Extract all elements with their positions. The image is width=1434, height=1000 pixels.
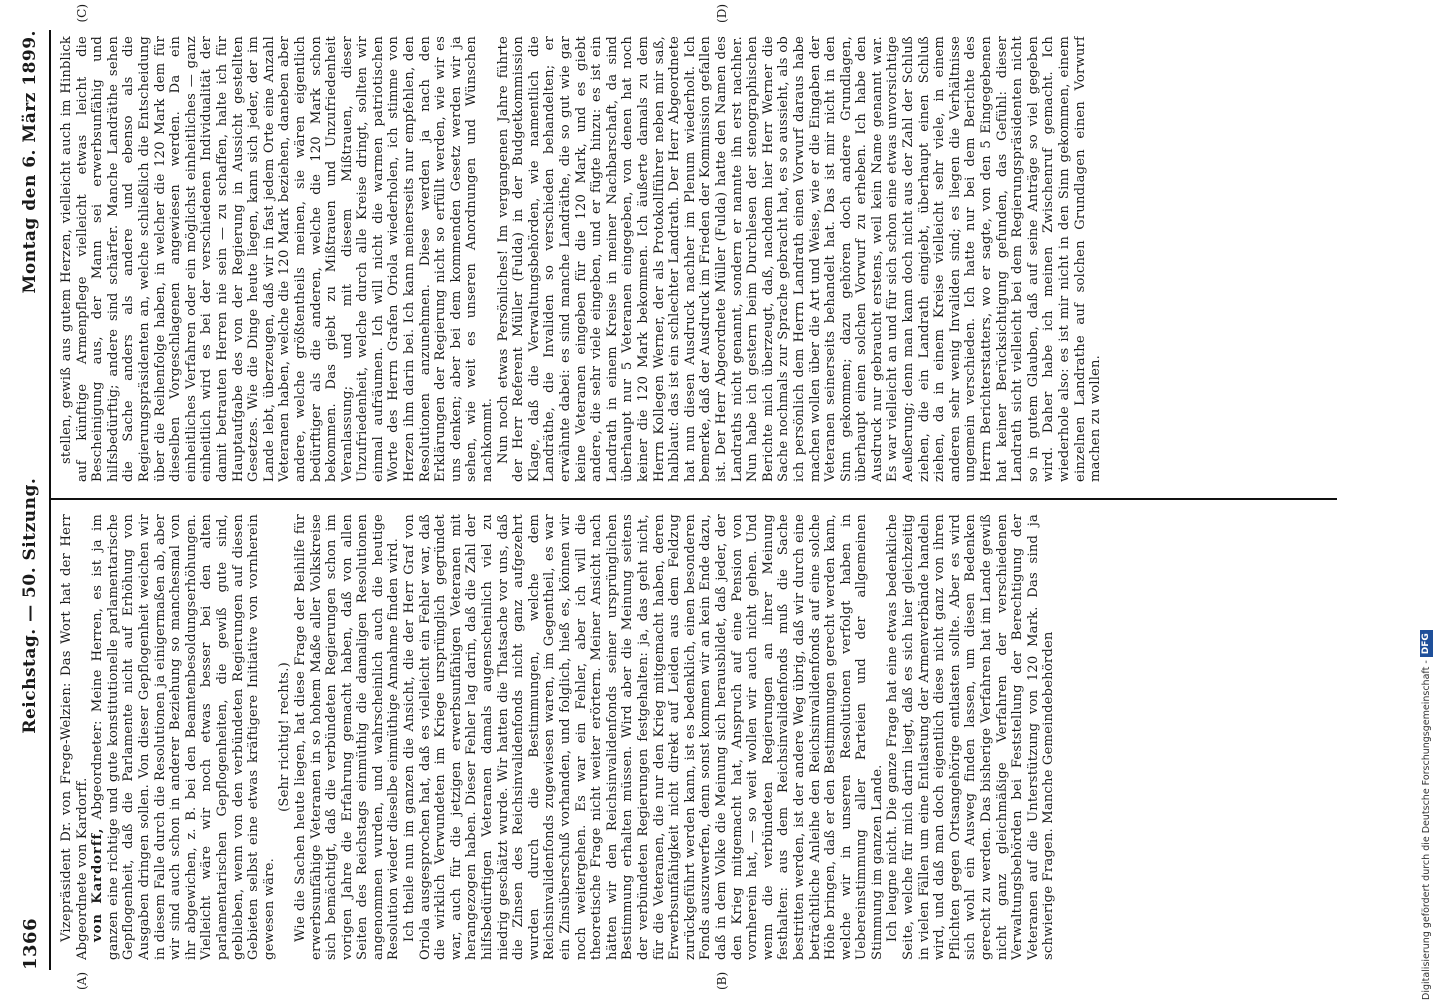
page-number: 1366: [19, 917, 41, 970]
page-header: [15, 30, 45, 970]
speaker-name: von Kardorff,: [90, 827, 106, 942]
digitization-text: Digitalisierung gefördert durch die Deutsche Forschungsgemeinschaft -: [1420, 660, 1432, 1000]
paragraph: Ich leugne nicht. Die ganze Frage hat eine etwas bedenkliche Seite, welche für mich darin liegt, daß es sich hier gleichzeitig in vielen Fällen um eine Entlastung der Armenverbände handeln wird, und daß man doch eigentlich diese nicht ganz von ihren Pflichten gegen Ortsangehörige entlasten sollte. Aber es wird sich wohl ein Ausweg finden lassen, um diesen Bedenken gerecht zu werden. Das bisherige Verfahren hat im Lande gewiß nicht ganz gleichmäßige Verfahren der verschiedenen Verwaltungsbehörden bei Feststellung der Berechtigung der Veteranen auf die Unterstützung von 120 Mark. Das sind ja schwierige Fragen. Manche Gemeindebehörden: [885, 514, 1057, 960]
column-divider: [51, 498, 1337, 500]
paragraph-kardorff: [90, 514, 277, 960]
margin-marker-a: (A): [75, 971, 89, 990]
paragraph: Nun noch etwas Persönliches! Im vergangenen Jahre führte der Herr Referent Müller (Fulda) in der Budgetkommission Klage, daß die Verwaltungsbehörden, wie namentlich die Landräthe, die Invaliden so verschieden behandelten; er erwähnte dabei: es sind manche Landräthe, die so gut wie gar keine Veteranen eingeben für die 120 Mark, und es giebt andere, die sehr viele eingeben, und er fügte hinzu: es ist ein Landrath in einem Kreise in meiner Nachbarschaft, da sind überhaupt nur 5 Veteranen eingegeben, von denen hat noch keiner die 120 Mark bekommen. Ich äußerte damals zu dem Herrn Kollegen Werner, der als Protokollführer neben mir saß, halblaut: das ist ein schlechter Landrath. Der Herr Abgeordnete hat nun diesen Ausdruck nachher im Plenum wiederholt. Ich bemerke, daß der Ausdruck im Frieden der Kommission gefallen ist. Der Herr Abgeordnete Müller (Fulda) hatte den Namen des Landraths nicht genannt, sondern er nannte ihn erst nachher. Nun habe ich gestern beim Durchlesen der stenographischen Berichte mich überzeugt, daß, nachdem hier Herr Werner die Sache nochmals zur Sprache gebracht hat, es so aussieht, als ob ich persönlich dem Herrn Landrath einen Vorwurf daraus habe machen wollen über die Art und Weise, wie er die Eingaben der Veteranen seinerseits behandelt hat. Das ist mir nicht in den Sinn gekommen; dazu gehören doch andere Grundlagen, überhaupt einen solchen Vorwurf zu erheben. Ich habe den Ausdruck nur gebraucht erstens, weil kein Name genannt war. Es war vielleicht an und für sich schon eine etwas unvorsichtige Aeußerung; denn man kann doch nicht aus der Zahl der Schluß ziehen, die ein Landrath eingiebt, überhaupt einen Schluß ziehen, da in einem Kreise vielleicht sehr viele, in einem anderen sehr wenig Invaliden sind; es liegen die Verhältnisse ungemein verschieden. Ich hatte nur bei dem Berichte des Herrn Berichterstatters, wo er sagte, von den 5 Eingegebenen hat keiner Berücksichtigung gefunden, das Gefühl: dieser Landrath sicht vielleicht bei dem Regierungspräsidenten nicht so in gutem Glauben, daß auf seine Anträge so viel gegeben wird. Daher habe ich meinen Zwischenruf gemacht. Ich wiederhole also: es ist mir nicht in den Sinn gekommen, einem einzelnen Landrathe auf solchen Grundlagen einen Vorwurf machen zu wollen.: [495, 36, 1104, 482]
digitization-note: [1418, 0, 1434, 1000]
interjection: (Sehr richtig! rechts.): [277, 662, 293, 812]
session-title: Reichstag. — 50. Sitzung.: [20, 477, 40, 734]
right-column: [59, 36, 1335, 482]
paragraph-intro: Vizepräsident Dr. von Frege-Welzien: Das Wort hat der Herr Abgeordnete von Kardorff.: [59, 514, 90, 960]
paragraph: Ich theile nun im ganzen die Ansicht, die der Herr Graf von Oriola ausgesprochen hat, daß es vielleicht ein Fehler war, daß die wirklich Verwundeten im Kriege ursprünglich gegründet war, auch für die jetzigen erwerbsunfähigen Veteranen mit herangezogen haben. Dieser Fehler lag darin, daß die Zahl der hilfsbedürftigen Veteranen damals augenscheinlich viel zu niedrig geschätzt wurde. Wir hatten die Thatsache vor uns, daß die Zinsen des Reichsinvalidenfonds nicht ganz aufgezehrt wurden durch die Bestimmungen, welche dem Reichsinvalidenfonds zugewiesen waren, im Gegentheil, es war ein Zinsüberschuß vorhanden, und folglich, hieß es, können wir noch weitergehen. Es war ein Fehler, aber ich will die theoretische Frage nicht weiter erörtern. Meiner Ansicht nach hätten wir den Reichsinvalidenfonds seiner ursprünglichen Bestimmung erhalten müssen. Wird aber die Meinung seitens der verbündeten Regierungen festgehalten: ja, das geht nicht, für die Veteranen, die nur den Krieg mitgemacht haben, deren Erwerbsunfähigkeit nicht direkt auf Leiden aus dem Feldzug zurückgeführt werden kann, ist es bedenklich, einen besonderen Fonds auszuwerfen, denn sonst kommen wir an kein Ende dazu, daß in dem Volke die Meinung sich herausbildet, daß jeder, der den Krieg mitgemacht hat, Anspruch auf eine Pension von vornherein hat, — so weit wollen wir auch nicht gehen. Und wenn die verbündeten Regierungen an ihrer Meinung festhalten: aus dem Reichsinvalidenfonds muß die Sache bestritten werden, ist der andere Weg übrig, daß wir durch eine beträchtliche Anleihe den Reichsinvalidenfonds auf eine solche Höhe bringen, daß er den Bestimmungen gerecht werden kann, welche wir in unseren Resolutionen verfolgt haben in Uebereinstimmung aller Parteien und der allgemeinen Stimmung im ganzen Lande.: [402, 514, 885, 960]
session-date: Montag den 6. März 1899.: [20, 30, 40, 294]
left-column: [59, 514, 1335, 960]
dfg-badge: DFG: [1420, 630, 1433, 657]
margin-marker-b: (B): [715, 971, 729, 990]
paragraph: stellen, gewiß aus gutem Herzen, vielleicht auch im Hinblick auf künftige Armenpflege vielleicht etwas leicht die Bescheinigung aus, der Mann sei erwerbsunfähig und hilfsbedürftig; andere sind schärfer. Manche Landräthe sehen die Sache anders als andere und ebenso als die Regierungspräsidenten an, welche schließlich die Entscheidung über die Reihenfolge haben, in welcher die 120 Mark dem für dieselben Vorgeschlagenen angewiesen werden. Da ein einheitliches Verfahren oder ein möglichst einheitliches — ganz einheitlich wird es bei der verschiedenen Individualität der damit betrauten Herren nie sein — zu schaffen, halte ich für Hauptaufgabe des von der Regierung in Aussicht gestellten Gesetzes. Wie die Dinge heute liegen, kann sich jeder, der im Lande lebt, überzeugen, daß wir in fast jedem Orte eine Anzahl Veteranen haben, welche die 120 Mark beziehen, daneben aber andere, welche größtentheils meinen, sie wären eigentlich bedürftiger als die anderen, welche die 120 Mark schon bekommen. Das giebt zu Mißtrauen und Unzufriedenheit Veranlassung; und mit diesem Mißtrauen, dieser Unzufriedenheit, welche durch alle Kreise dringt, sollten wir einmal aufräumen. Ich will nicht die warmen patriotischen Worte des Herrn Grafen Oriola wiederholen, ich stimme von Herzen ihm darin bei. Ich kann meinerseits nur empfehlen, den Resolutionen anzunehmen. Diese werden ja nach den Erklärungen der Regierung nicht so erfüllt werden, wie wir es uns denken; aber bei dem kommenden Gesetz werden wir ja sehen, wie weit es unseren Anordnungen und Wünschen nachkommt.: [59, 36, 496, 482]
rotated-page: [15, 4, 1345, 990]
paragraph-kardorff-text: Abgeordneter: Meine Herren, es ist ja im ganzen eine richtige und gute konstitutionelle parlamentarische Gepflogenheit, daß die Parlamente nicht auf Erhöhung von Ausgaben dringen sollen. Von dieser Gepflogenheit weichen wir in diesem Falle durch die Resolutionen ja einigermaßen ab, aber wir sind auch schon in anderer Beziehung so manchesmal von ihr abgewichen, z. B. bei den Beamtenbesoldungserhöhungen. Vielleicht wäre wir noch etwas besser bei den alten parlamentarischen Gepflogenheiten, die gewiß gute sind, geblieben, wenn von den verbündeten Regierungen auf diesen Gebieten selbst eine etwas kräftigere Initiative von vornherein gewesen wäre.: [90, 514, 277, 960]
margin-marker-d: (D): [715, 4, 729, 23]
header-rule: [49, 30, 51, 970]
margin-marker-c: (C): [75, 4, 89, 23]
paragraph: Wie die Sachen heute liegen, hat diese Frage der Beihilfe für erwerbsunfähige Veteranen in so hohem Maße aller Volkskreise sich bemächtigt, daß die verbündeten Regierungen schon im vorigen Jahre die Erfahrung gemacht haben, daß von allen Seiten des Reichstags einmüthig die damaligen Resolutionen angenommen wurden, und wahrscheinlich auch die heutige Resolution wieder dieselbe einmüthige Annahme finden wird.: [292, 514, 402, 960]
